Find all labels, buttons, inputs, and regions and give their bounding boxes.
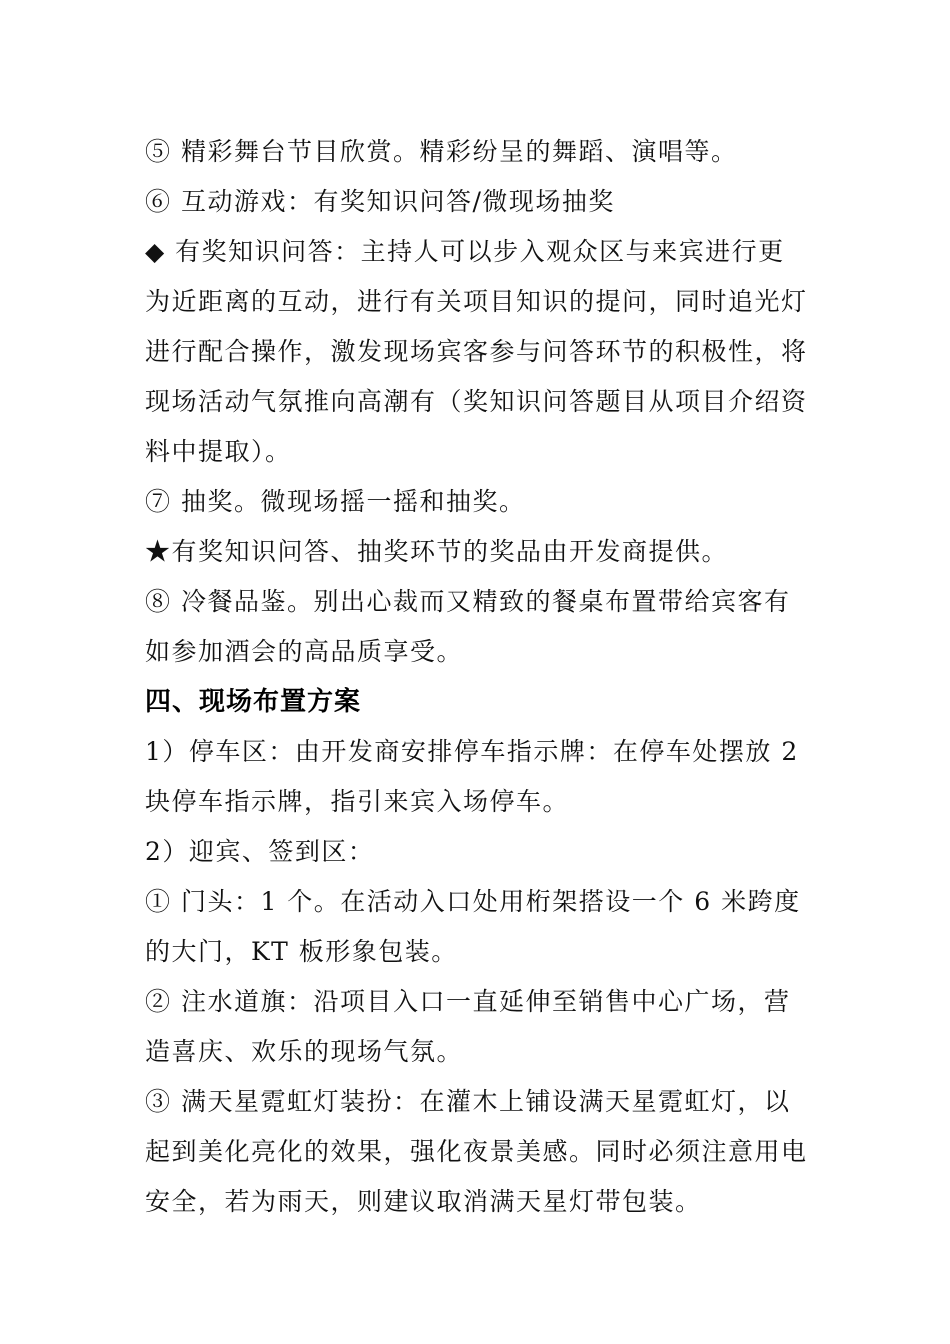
neon-lights: ③ 满天星霓虹灯装扮：在灌木上铺设满天星霓虹灯，以起到美化亮化的效果，强化夜景美感。同时必须注意用电安全，若为雨天，则建议取消满天星灯带包装。 xyxy=(145,1087,808,1216)
entrance-gate: ① 门头：1 个。在活动入口处用桁架搭设一个 6 米跨度的大门，KT 板形象包装。 xyxy=(145,887,801,966)
section-heading-site-layout: 四、现场布置方案 xyxy=(145,687,362,717)
document-body xyxy=(145,127,810,1227)
item-5-stage-performance: ⑤ 精彩舞台节目欣赏。精彩纷呈的舞蹈、演唱等。 xyxy=(145,137,738,166)
item-6-interactive-games: ⑥ 互动游戏：有奖知识问答/微现场抽奖 xyxy=(145,187,615,216)
item-8-buffet: ⑧ 冷餐品鉴。别出心裁而又精致的餐桌布置带给宾客有如参加酒会的高品质享受。 xyxy=(145,587,791,666)
water-flags: ② 注水道旗：沿项目入口一直延伸至销售中心广场，营造喜庆、欢乐的现场气氛。 xyxy=(145,987,791,1066)
item-7-lottery: ⑦ 抽奖。微现场摇一摇和抽奖。 xyxy=(145,487,526,516)
parking-area: 1）停车区：由开发商安排停车指示牌：在停车处摆放 2 块停车指示牌，指引来宾入场停车。 xyxy=(145,737,809,816)
prize-note: ★有奖知识问答、抽奖环节的奖品由开发商提供。 xyxy=(145,537,729,566)
quiz-description: ◆ 有奖知识问答：主持人可以步入观众区与来宾进行更为近距离的互动，进行有关项目知识的提问，同时追光灯进行配合操作，激发现场宾客参与问答环节的积极性，将现场活动气氛推向高潮有（奖知识问答题目从项目介绍资料中提取）。 xyxy=(145,237,808,466)
reception-area-title: 2）迎宾、签到区： xyxy=(145,837,375,866)
